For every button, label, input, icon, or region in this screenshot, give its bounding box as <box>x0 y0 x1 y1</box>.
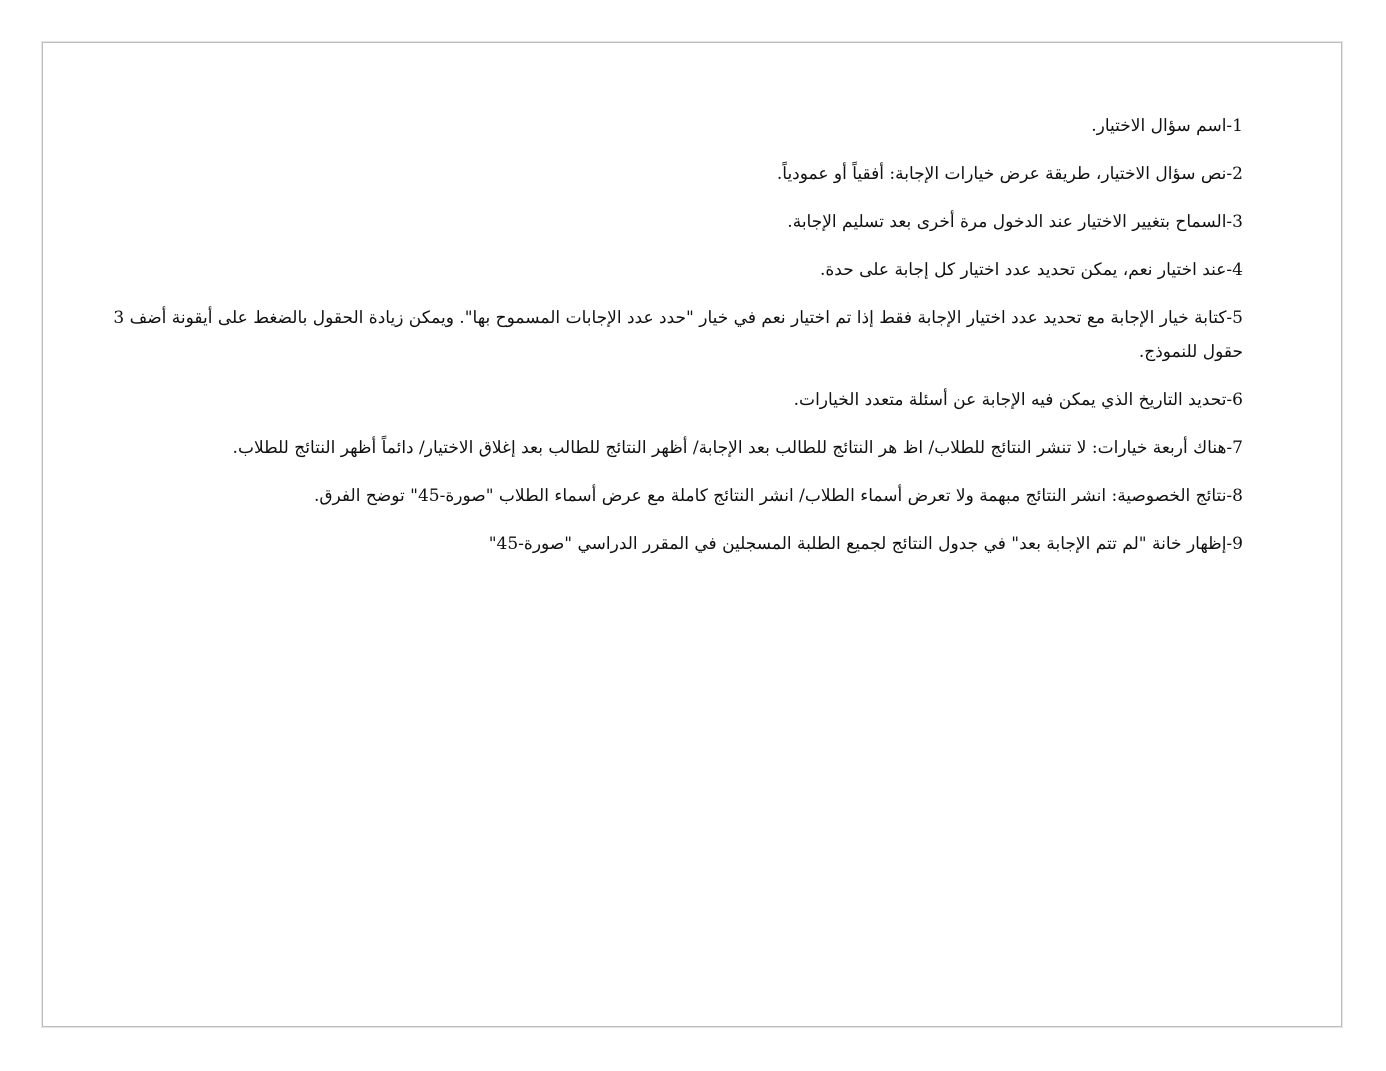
list-item: 2-نص سؤال الاختيار، طريقة عرض خيارات الإجابة: أفقياً أو عمودياً. <box>776 164 1243 184</box>
list-item: 4-عند اختيار نعم، يمكن تحديد عدد اختيار كل إجابة على حدة. <box>819 260 1243 280</box>
list-item: 6-تحديد التاريخ الذي يمكن فيه الإجابة عن أسئلة متعدد الخيارات. <box>793 390 1243 410</box>
list-item: 9-إظهار خانة "لم تتم الإجابة بعد" في جدول النتائج لجميع الطلبة المسجلين في المقرر الدراسي "صورة-45" <box>488 534 1243 554</box>
list-item: 5-كتابة خيار الإجابة مع تحديد عدد اختيار الإجابة فقط إذا تم اختيار نعم في خيار "حدد عدد الإجابات المسموح بها". ويمكن زيادة الحقول بالضغط على أيقونة أضف 3 حقول للنموذج. <box>113 308 1243 362</box>
list-item: 8-نتائج الخصوصية: انشر النتائج مبهمة ولا تعرض أسماء الطلاب/ انشر النتائج كاملة مع عرض أسماء الطلاب "صورة-45" توضح الفرق. <box>313 486 1243 506</box>
list-item: 1-اسم سؤال الاختيار. <box>1091 116 1243 136</box>
document-page <box>42 42 1342 1027</box>
list-item: 3-السماح بتغيير الاختيار عند الدخول مرة أخرى بعد تسليم الإجابة. <box>787 212 1243 232</box>
document-body <box>77 109 1243 575</box>
list-item: 7-هناك أربعة خيارات: لا تنشر النتائج للطلاب/ اظ هر النتائج للطالب بعد الإجابة/ أظهر النتائج للطالب بعد إغلاق الاختيار/ دائماً أظهر النتائج للطلاب. <box>232 438 1243 458</box>
